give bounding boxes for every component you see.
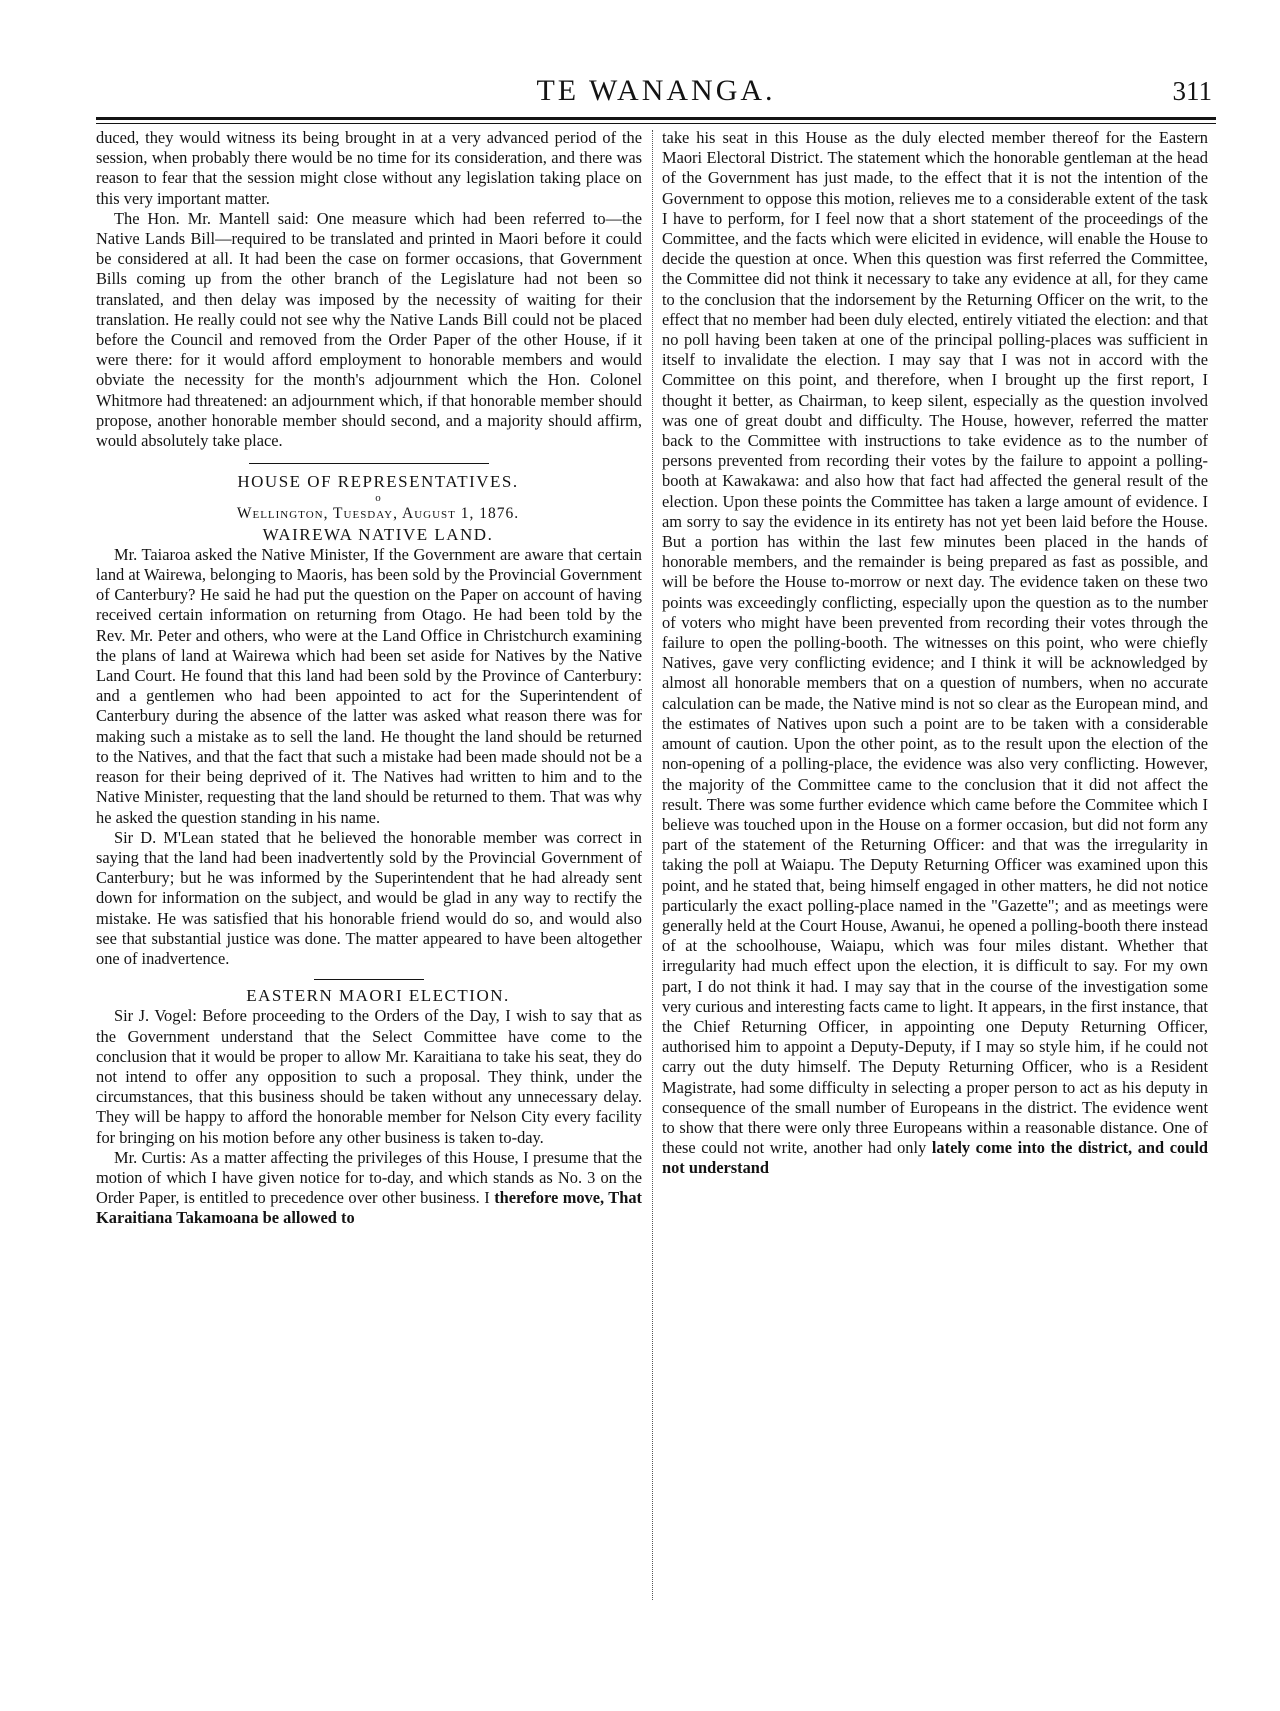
right-column	[662, 128, 1208, 1600]
article-divider	[314, 979, 424, 980]
page-number: 311	[1172, 76, 1212, 106]
dateline: Wellington, Tuesday, August 1, 1876.	[236, 505, 520, 523]
paragraph-text: take his seat in this House as the duly elected member thereof for the Eastern Maori Electoral District. The statement which the honorable gentleman at the head of the Government has just made, to the effect that it is not the intention of the Government to oppose this motion, relieves me to a considerable extent of the task I have to perform, for I feel now that a short statement of the proceedings of the Committee, and the facts which were elicited in evidence, will enable the House to decide the question at once. When this question was first referred the Committee, the Committee did not think it necessary to take any evidence at all, for they came to the conclusion that the indorsement by the Returning Officer on the writ, to the effect that no member had been duly elected, entirely vitiated the election: and that no poll having been taken at one of the principal polling-places was sufficient in itself to invalidate the election. I may say that I was not in accord with the Committee on this point, and therefore, when I brought up the first report, I thought it better, as Chairman, to keep silent, especially as the question involved was one of great doubt and difficulty. The House, however, referred the matter back to the Committee with instructions to take evidence as to the number of persons prevented from recording their votes by the failure to appoint a polling-booth at Kawakawa: and also how that fact had affected the general result of the election. Upon these points the Committee has taken a large amount of evidence. I am sorry to say the evidence in its entirety has not yet been laid before the House. But a portion has within the last few minutes been placed in the hands of honorable members, and the remainder is being prepared as fast as possible, and will be before the House to-morrow or next day. The evidence taken on these two points was exceedingly conflicting, especially upon the question as to the number of voters who might have been prevented from recording their votes through the failure to open the polling-booth. The witnesses on this point, who were chiefly Natives, gave very conflicting evidence; and I think it will be acknowledged by almost all honorable members that on a question of numbers, when no accurate calculation can be made, the Native mind is not so clear as the European mind, and the estimates of Natives upon such a point are to be taken with a considerable amount of caution. Upon the other point, as to the result upon the election of the non-opening of a polling-place, the evidence was also very conflicting. However, the majority of the Committee came to the conclusion that it did not affect the result. There was some further evidence which came before the Commitee which I believe was touched upon in the House on a former occasion, but did not form any part of the statement of the Returning Officer: and that was the irregularity in taking the poll at Waiapu. The Deputy Returning Officer was examined upon this point, and he stated that, being himself engaged in other matters, he did not notice particularly the exact polling-place named in the "Gazette"; and as meetings were generally held at the Court House, Awanui, he opened a polling-booth there instead of at the schoolhouse, Waiapu, which was four miles distant. Whether that irregularity had much effect upon the election, it is difficult to say. For my own part, I do not think it had. I may say that in the course of the investigation some very curious and interesting facts came to light. It appears, in the first instance, that the Chief Returning Officer, in appointing one Deputy Returning Officer, authorised him to appoint a Deputy-Deputy, if I may so style him, if he could not carry out the duty himself. The Deputy Returning Officer, who is a Resident Magistrate, had some difficulty in selecting a proper person to act as his deputy in consequence of the small number of Europeans in the district. The evidence went to show that there were only three Europeans within a reasonable distance. One of these could not write, another had only	[662, 128, 1208, 1158]
paragraph	[662, 128, 1208, 1179]
bold-line: therefore move, That Karaitiana Takamoana be allowed to	[96, 1188, 642, 1228]
paragraph: duced, they would witness its being brought in at a very advanced period of the session, when probably there would be no time for its consideration, and there was reason to fear that the session might close without any legislation taking place on this very important matter.	[96, 128, 642, 208]
bold-line: lately come into the district, and could not understand	[662, 1138, 1208, 1178]
section-divider	[249, 463, 489, 464]
left-column	[96, 128, 642, 1600]
article-heading: WAIREWA NATIVE LAND.	[262, 524, 494, 544]
section-heading: HOUSE OF REPRESENTATIVES.	[237, 472, 519, 492]
article-heading: EASTERN MAORI ELECTION.	[246, 986, 510, 1006]
header-rule-thick	[96, 117, 1216, 120]
ornament-divider: o	[375, 492, 381, 505]
header-rule-thin	[96, 123, 1216, 124]
paragraph	[96, 1148, 642, 1229]
paragraph: The Hon. Mr. Mantell said: One measure which had been referred to—the Native Lands Bill—required to be translated and printed in Maori before it could be considered at all. It had been the case on former occasions, that Government Bills coming up from the other branch of the Legislature had not been so translated, and then delay was imposed by the necessity of waiting for their translation. He really could not see why the Native Lands Bill could not be placed before the Council and removed from the Order Paper of the other House, if it were there: for it would afford employment to honorable members and would obviate the necessity for the month's adjournment which the Hon. Colonel Whitmore had threatened: an adjournment which, if that honorable member should propose, another honorable member should second, and a majority should affirm, would absolutely take place.	[96, 208, 642, 451]
paragraph: Sir J. Vogel: Before proceeding to the Orders of the Day, I wish to say that as the Government understand that the Select Committee have come to the conclusion that it would be proper to allow Mr. Karaitiana to take his seat, they do not intend to offer any opposition to such a proposal. They think, under the circumstances, that this business should be taken without any unnecessary delay. They will be happy to afford the honorable member for Nelson City every facility for bringing on his motion before any other business is taken to-day.	[96, 1006, 642, 1147]
paragraph-text: Mr. Curtis: As a matter affecting the privileges of this House, I presume that the motion of which I have given notice for to-day, and which stands as No. 3 on the Order Paper, is entitled to precedence over other business. I	[96, 1147, 642, 1208]
paragraph: Sir D. M'Lean stated that he believed the honorable member was correct in saying that the land had been inadvertently sold by the Provincial Government of Canterbury; but he was informed by the Superintendent that he had already sent down for information on the subject, and would be glad in any way to rectify the mistake. He was satisfied that his honorable friend would do so, and would also see that substantial justice was done. The matter appeared to have been altogether one of inadvertence.	[96, 827, 642, 968]
paragraph: Mr. Taiaroa asked the Native Minister, If the Government are aware that certain land at Wairewa, belonging to Maoris, has been sold by the Provincial Government of Canterbury? He said he had put the question on the Paper on account of having received certain information on returning from Otago. He had been told by the Rev. Mr. Peter and others, who were at the Land Office in Christchurch examining the plans of land at Wairewa which had been set aside for Natives by the Native Land Court. He found that this land had been sold by the Province of Canterbury: and a gentlemen who had been appointed to act for the Superintendent of Canterbury during the absence of the latter was asked what reason there was for making such a mistake as to sell the land. He thought the land should be returned to the Natives, and that the fact that such a mistake had been made should not be a reason for their being deprived of it. The Natives had written to him and to the Native Minister, requesting that the land should be returned to them. That was why he asked the question standing in his name.	[96, 544, 642, 827]
newspaper-title: TE WANANGA.	[536, 74, 776, 107]
column-divider	[652, 130, 653, 1600]
masthead	[96, 74, 1216, 114]
